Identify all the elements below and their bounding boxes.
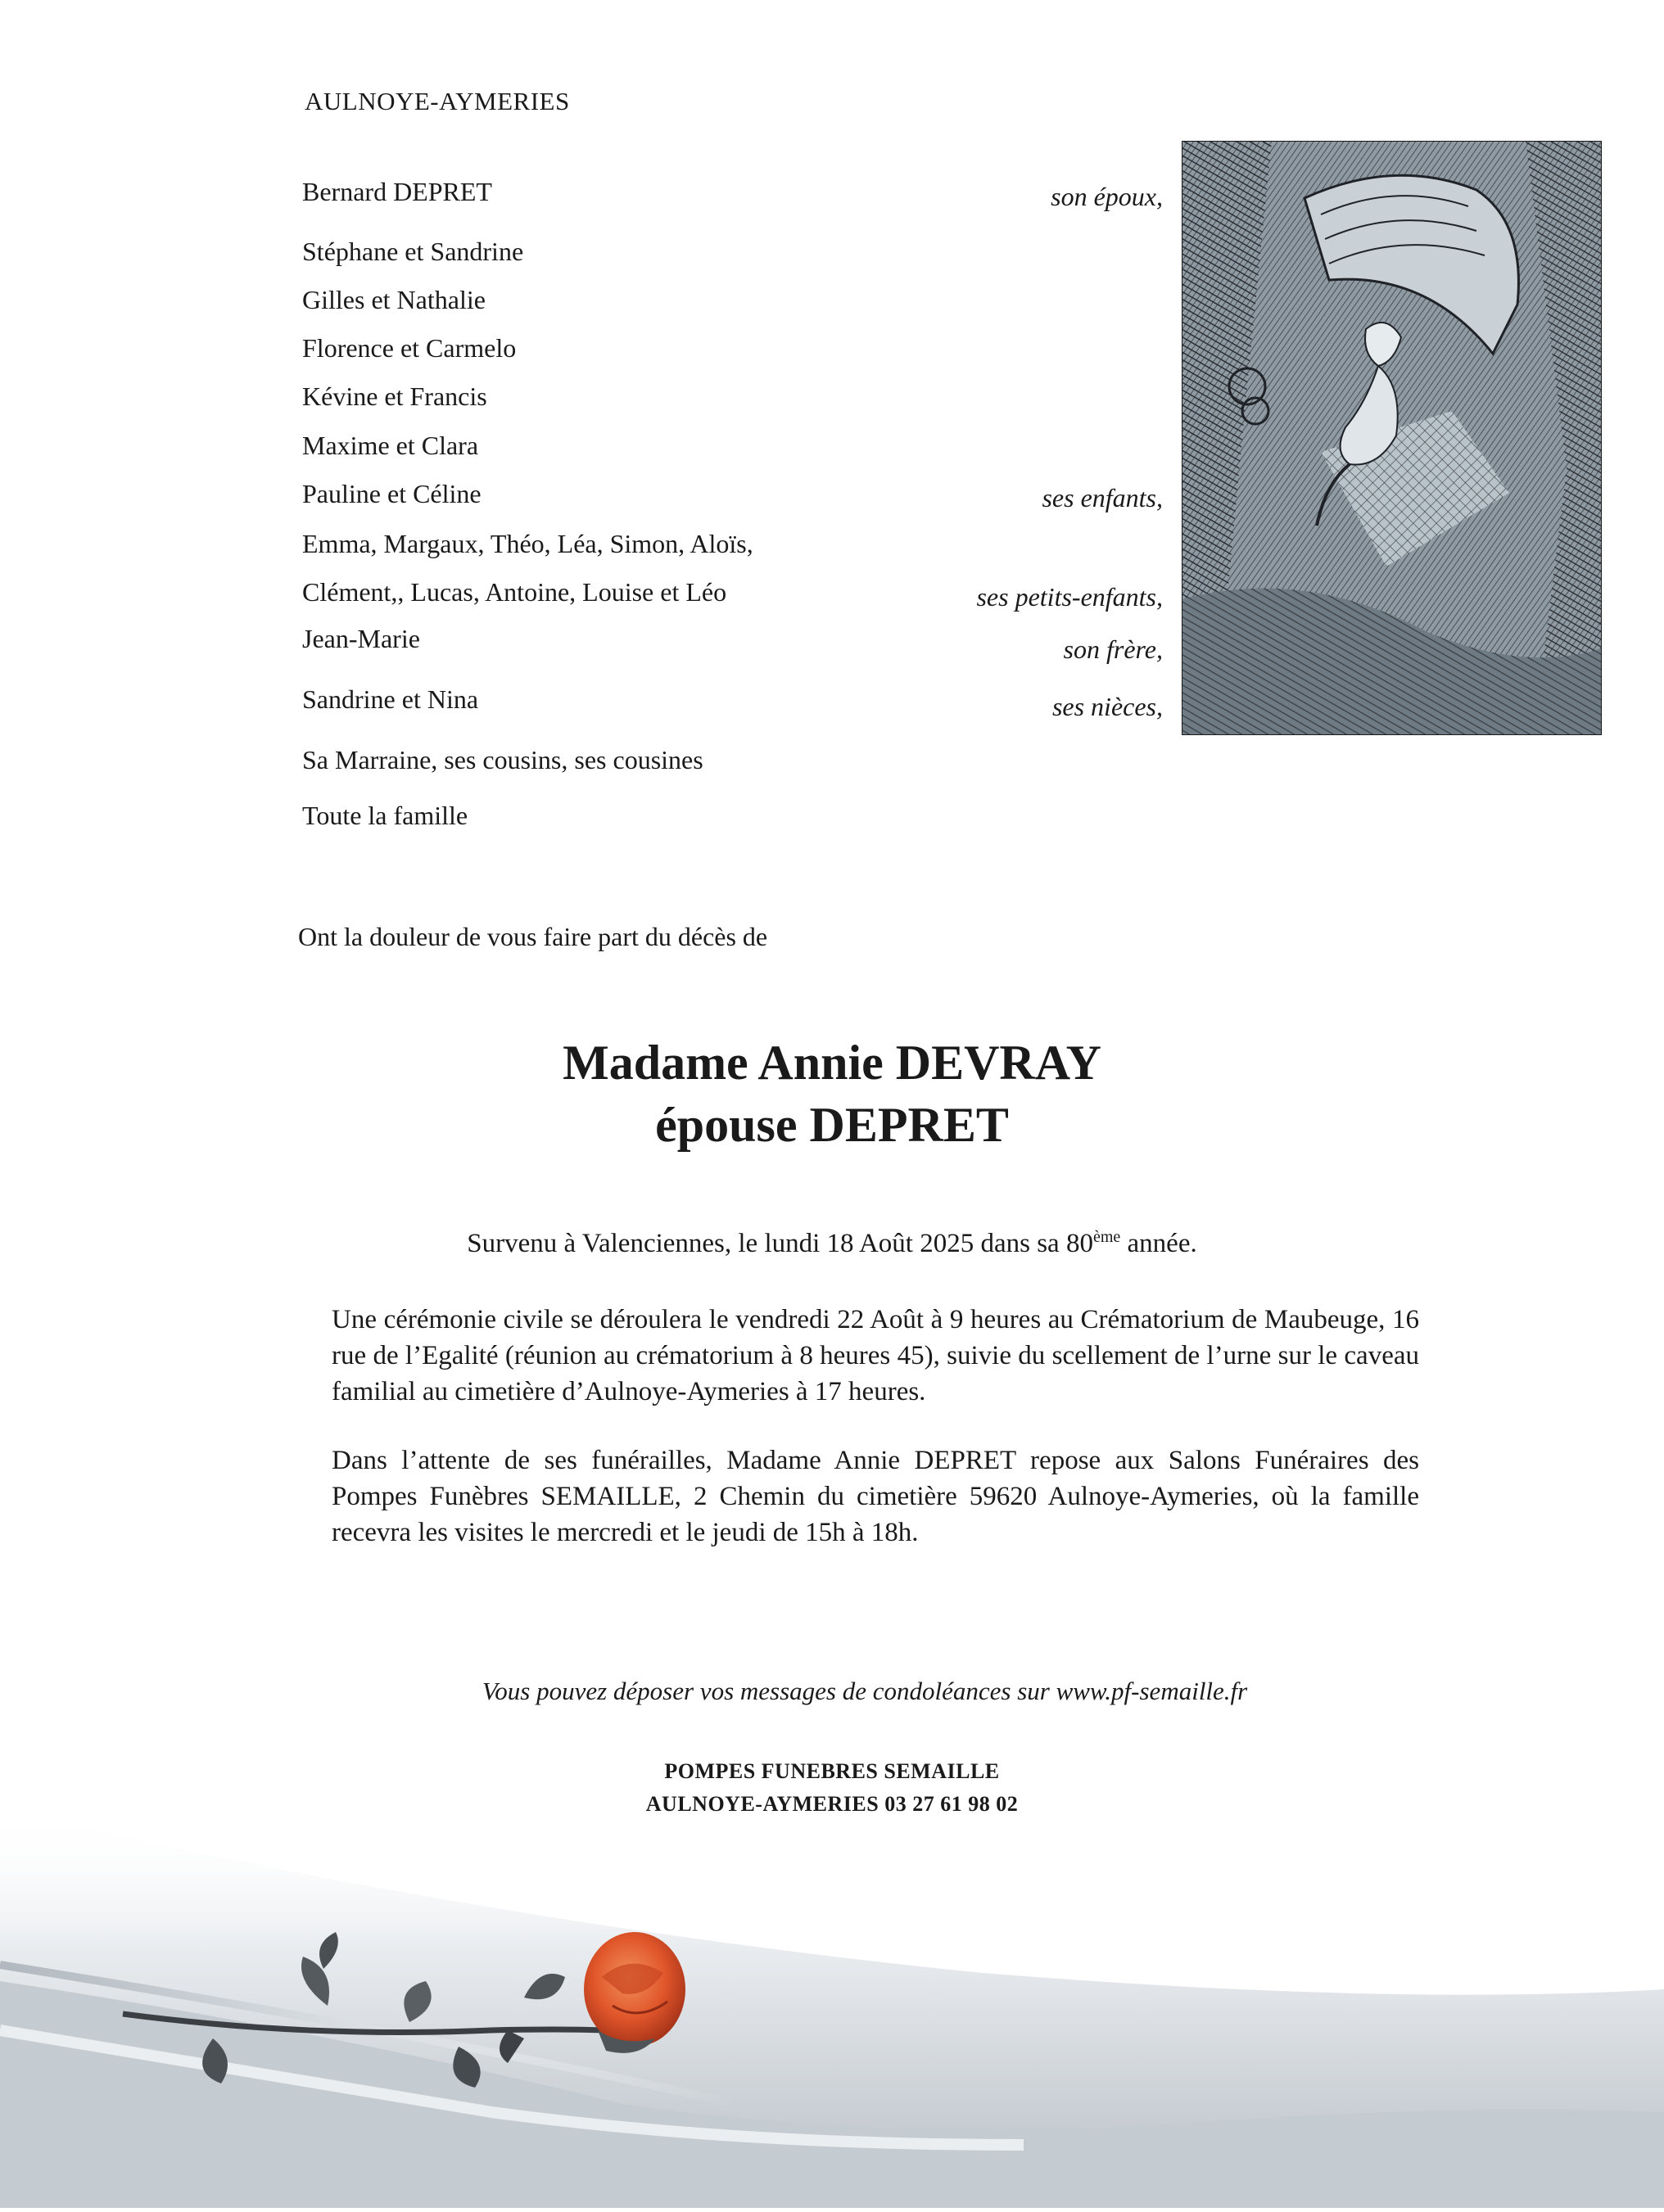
- visitation-paragraph: Dans l’attente de ses funérailles, Madame Annie DEPRET repose aux Salons Funéraires des Pompes Funèbres SEMAILLE, 2 Chemin du cimetière 59620 Aulnoye-Aymeries, où la famille recevra les visites le mercredi et le jeudi de 15h à 18h.: [332, 1446, 1419, 1547]
- ceremony-paragraph: Une cérémonie civile se déroulera le vendredi 22 Août à 9 heures au Crématorium de Maubeuge, 16 rue de l’Egalité (réunion au crématorium à 8 heures 45), suivie du scellement de l’urne sur le caveau familial au cimetière d’Aulnoye-Aymeries à 17 heures.: [332, 1305, 1419, 1406]
- announcement-text: Ont la douleur de vous faire part du décès de: [298, 922, 768, 951]
- family-name-10: Sandrine et Nina: [302, 684, 479, 714]
- rose-on-shore-illustration: [0, 1760, 1664, 2208]
- engraving-illustration: [1182, 141, 1602, 735]
- family-relation-0: son époux,: [1051, 182, 1163, 211]
- family-name-8: Clément,, Lucas, Antoine, Louise et Léo: [302, 577, 727, 607]
- family-name-11: Sa Marraine, ses cousins, ses cousines: [302, 745, 703, 774]
- deceased-name-block: [0, 1032, 1664, 1156]
- death-info-suffix: année.: [1120, 1229, 1197, 1258]
- death-info-text: Survenu à Valenciennes, le lundi 18 Août 2025 dans sa 80: [467, 1229, 1093, 1258]
- family-name-1: Stéphane et Sandrine: [302, 237, 524, 266]
- family-name-3: Florence et Carmelo: [302, 333, 517, 363]
- town-heading: AULNOYE-AYMERIES: [305, 87, 570, 115]
- family-relation-8: ses petits-enfants,: [976, 582, 1163, 612]
- family-relation-10: ses nièces,: [1051, 692, 1163, 721]
- family-name-0: Bernard DEPRET: [302, 177, 492, 206]
- deceased-name: Madame Annie DEVRAY: [563, 1036, 1101, 1090]
- family-name-6: Pauline et Céline: [302, 479, 482, 508]
- funeral-home-contact: AULNOYE-AYMERIES 03 27 61 98 02: [645, 1792, 1019, 1816]
- family-name-12: Toute la famille: [302, 801, 468, 830]
- death-info-superscript: ème: [1092, 1228, 1121, 1246]
- funeral-home-name: POMPES FUNEBRES SEMAILLE: [664, 1759, 1000, 1783]
- deceased-married-name: épouse DEPRET: [655, 1098, 1009, 1152]
- family-name-7: Emma, Margaux, Théo, Léa, Simon, Aloïs,: [302, 529, 753, 558]
- death-info: [0, 1228, 1664, 1259]
- family-name-5: Maxime et Clara: [302, 431, 479, 460]
- family-relation-6: ses enfants,: [1042, 483, 1163, 512]
- condolences-note: Vous pouvez déposer vos messages de condoléances sur www.pf-semaille.fr: [482, 1677, 1248, 1705]
- family-name-9: Jean-Marie: [302, 624, 420, 653]
- family-name-4: Kévine et Francis: [302, 381, 487, 411]
- family-name-2: Gilles et Nathalie: [302, 285, 486, 314]
- family-relation-9: son frère,: [1063, 634, 1163, 664]
